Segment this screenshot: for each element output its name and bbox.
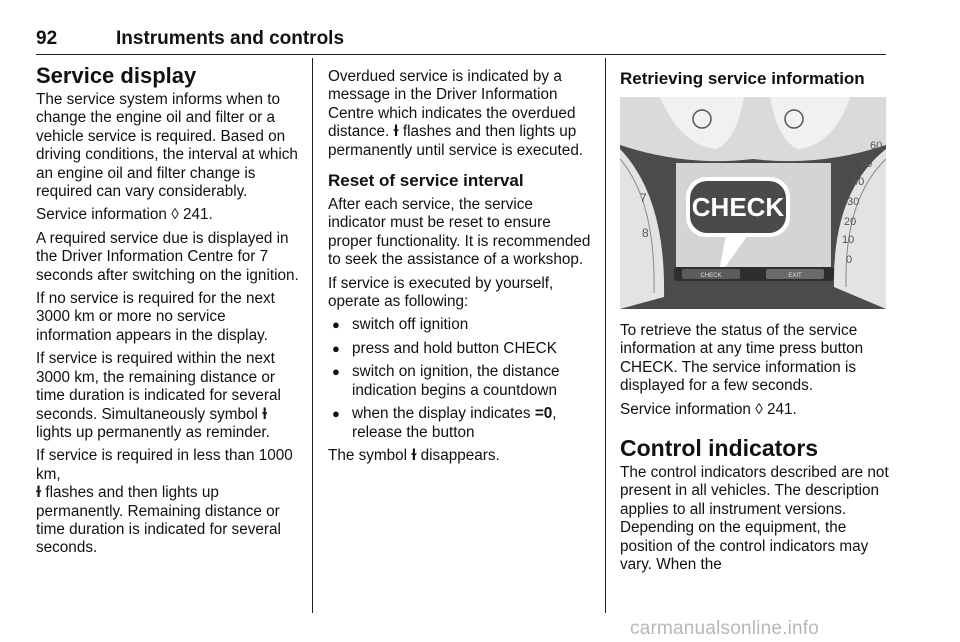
service-wrench-icon: ɫ xyxy=(411,446,417,464)
section-heading: Control indicators xyxy=(620,435,819,462)
paragraph: A required service due is displayed in the Driver Information Centre for 7 seconds after switching on the ignition. xyxy=(36,229,299,284)
service-wrench-icon: ɫ xyxy=(393,123,399,141)
speedometer-number: 20 xyxy=(844,216,857,228)
instrument-cluster-illustration xyxy=(620,97,886,309)
paragraph: If no service is required for the next 3000 km or more no service information appears in the display. xyxy=(36,290,275,344)
list-item: ● switch on ignition, the distance indication begins a countdown xyxy=(328,363,594,400)
paragraph: After each service, the service indicator must be reset to ensure proper functionality. It is recommended to seek the assistance of a workshop. xyxy=(328,196,591,269)
service-wrench-icon: ɫ xyxy=(36,484,42,502)
page-reference-link[interactable]: 241. xyxy=(767,400,797,418)
column-right xyxy=(620,68,890,579)
paragraph: The control indicators described are not present in all vehicles. The description applies to all instrument versions. Depending on the equipment, the position of the control indicators may vary. When the xyxy=(620,464,889,574)
check-label: CHECK xyxy=(691,192,785,222)
column-middle xyxy=(328,68,594,470)
tachometer-number: 6 xyxy=(634,156,641,170)
service-wrench-icon: ɫ xyxy=(262,405,268,423)
tachometer-number: 7 xyxy=(640,191,647,205)
subsection-heading: Retrieving service information xyxy=(620,69,865,88)
column-left xyxy=(36,62,302,563)
watermark: carmanualsonline.info xyxy=(630,618,820,639)
column-divider xyxy=(605,58,606,613)
paragraph: Service information ◊ 241. xyxy=(36,206,213,224)
speedometer-number: 60 xyxy=(870,140,883,152)
reference-arrow-icon: ◊ xyxy=(755,400,763,418)
page-header xyxy=(36,26,886,55)
speedometer-number: 40 xyxy=(852,176,865,188)
steps-list xyxy=(328,316,594,441)
paragraph: If service is required within the next 3000 km, the remaining distance or time duration is indicated for several seconds. Simultaneously symbol ɫ lights up permanently as reminder. xyxy=(36,350,281,441)
paragraph: The service system informs when to change the engine oil and filter or a vehicle service is required. Based on driving conditions, the interval at which an engine oil and filter change is required can vary considerably. xyxy=(36,91,298,201)
list-item: ● switch off ignition xyxy=(328,316,594,334)
paragraph: Service information ◊ 241. xyxy=(620,400,797,418)
speedometer-number: 50 xyxy=(860,158,873,170)
exit-button-label: EXIT xyxy=(788,273,802,279)
list-item: ● when the display indicates =0, release the button xyxy=(328,405,594,442)
button-name: CHECK xyxy=(620,358,674,376)
list-item: ● press and hold button CHECK xyxy=(328,340,594,358)
paragraph: Overdued service is indicated by a message in the Driver Information Centre which indicates the overdued distance. ɫ flashes and then lights up permanently until service is executed. xyxy=(328,68,584,159)
tachometer-number: 8 xyxy=(642,226,649,240)
page-number: 92 xyxy=(36,28,58,49)
paragraph: To retrieve the status of the service information at any time press button CHECK. The service information is displayed for a few seconds. xyxy=(620,322,864,395)
page-reference-link[interactable]: 241. xyxy=(183,206,213,224)
chapter-title: Instruments and controls xyxy=(116,28,345,49)
paragraph: If service is executed by yourself, operate as following: xyxy=(328,274,554,311)
speedometer-number: 10 xyxy=(842,234,855,246)
speedometer-number: 30 xyxy=(847,196,860,208)
paragraph: If service is required in less than 1000 km, ɫ flashes and then lights up permanently. Remaining distance or time duration is indicated for several seconds. xyxy=(36,447,293,557)
button-name: CHECK xyxy=(503,339,557,357)
column-divider xyxy=(312,58,313,613)
speedometer-number: 0 xyxy=(846,254,853,266)
section-heading: Service display xyxy=(36,63,197,88)
subsection-heading: Reset of service interval xyxy=(328,171,524,191)
reference-arrow-icon: ◊ xyxy=(171,206,179,224)
paragraph: The symbol ɫ disappears. xyxy=(328,446,500,464)
check-button-label: CHECK xyxy=(700,273,722,279)
